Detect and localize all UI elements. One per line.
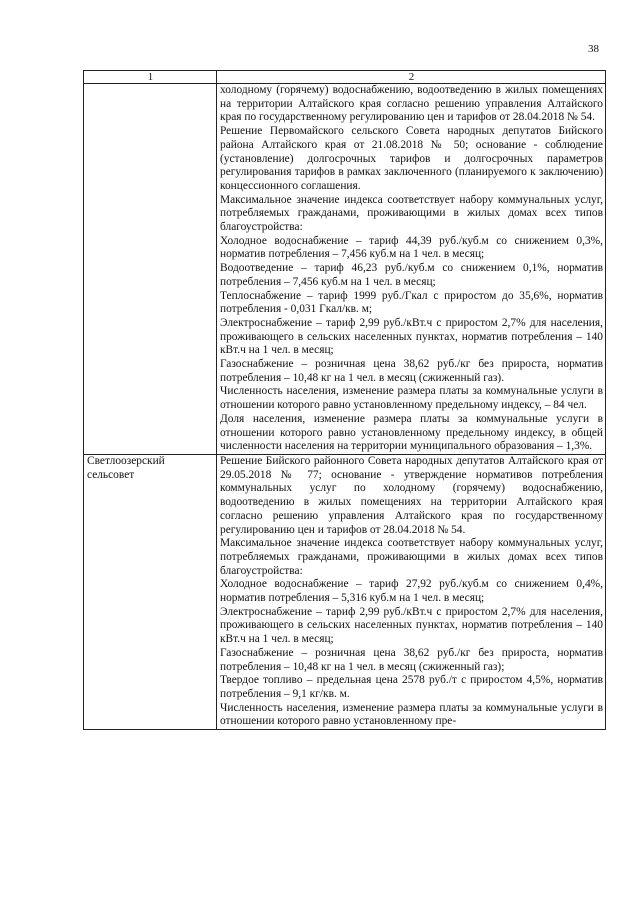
- description-cell: [217, 454, 606, 729]
- paragraph: Электроснабжение – тариф 2,99 руб./кВт.ч с приростом 2,7% для населения, проживающего в сельских населенных пунктах, норматив потребления – 140 кВт.ч на 1 чел. в месяц;: [220, 605, 603, 646]
- paragraph: Решение Первомайского сельского Совета народных депутатов Бийского района Алтайского края от 21.08.2018 № 50; основание - соблюдение (установление) долгосрочных тарифов и долгосрочных параметров регулирования тарифов в рамках заключенного (планируемого к заключению) концессионного соглашения.: [220, 125, 603, 192]
- table-row: [84, 84, 606, 455]
- paragraph: Водоотведение – тариф 46,23 руб./куб.м со снижением 0,1%, норматив потребления – 7,456 куб.м на 1 чел. в месяц;: [220, 262, 603, 288]
- paragraph: Твердое топливо – предельная цена 2578 руб./т с приростом 4,5%, норматив потребления – 9,1 кг/кв. м.: [220, 674, 603, 700]
- region-cell: [84, 84, 217, 455]
- region-name: Светлоозерский сельсовет: [87, 454, 165, 481]
- paragraph: Газоснабжение – розничная цена 38,62 руб./кг без прироста, норматив потребления – 10,48 кг на 1 чел. в месяц (сжиженный газ);: [220, 646, 603, 673]
- paragraph: Максимальное значение индекса соответствует набору коммунальных услуг, потребляемых гражданами, проживающими в жилых домах всех типов благоустройства:: [220, 537, 603, 577]
- paragraph: Численность населения, изменение размера платы за коммунальные услуги в отношении которого равно установленному предельному индексу, – 84 чел.: [220, 385, 603, 412]
- paragraph: Теплоснабжение – тариф 1999 руб./Гкал с приростом до 35,6%, норматив потребления - 0,031 Гкал/кв. м;: [220, 289, 603, 316]
- column-header: 2: [217, 71, 606, 84]
- region-cell: [84, 454, 217, 729]
- paragraph: холодному (горячему) водоснабжению, водоотведению в жилых помещениях на территории Алтайского края согласно решению управления Алтайского края по государственному регулированию цен и тарифов от 28.04.2018 № 54.: [220, 84, 603, 124]
- table-header-row: [84, 71, 606, 84]
- page-number: 38: [588, 43, 599, 55]
- description-cell: [217, 84, 606, 455]
- paragraph: Газоснабжение – розничная цена 38,62 руб./кг без прироста, норматив потребления – 10,48 кг на 1 чел. в месяц (сжиженный газ).: [220, 358, 603, 384]
- paragraph: Решение Бийского районного Совета народных депутатов Алтайского края от 29.05.2018 № 77; основание - утверждение нормативов потребления коммунальных услуг по холодному (горячему) водоснабжению, водоотведению в жилых помещениях на территории Алтайского края согласно решению управления Алтайского края по государственному регулированию цен и тарифов от 28.04.2018 № 54.: [220, 454, 603, 536]
- column-header: 1: [84, 71, 217, 84]
- paragraph: Холодное водоснабжение – тариф 44,39 руб./куб.м со снижением 0,3%, норматив потребления – 7,456 куб.м на 1 чел. в месяц;: [220, 234, 603, 261]
- paragraph: Холодное водоснабжение – тариф 27,92 руб./куб.м со снижением 0,4%, норматив потребления – 5,316 куб.м на 1 чел. в месяц;: [220, 578, 603, 605]
- table-row: [84, 454, 606, 729]
- paragraph: Электроснабжение – тариф 2,99 руб./кВт.ч с приростом 2,7% для населения, проживающего в сельских населенных пунктах, норматив потребления – 140 кВт.ч на 1 чел. в месяц;: [220, 316, 603, 357]
- paragraph: Численность населения, изменение размера платы за коммунальные услуги в отношении которого равно установленному пре-: [220, 701, 603, 728]
- paragraph: Доля населения, изменение размера платы за коммунальные услуги в отношении которого равно установленному предельному индексу, в общей численности населения на территории муниципального образования – 1,3%.: [220, 412, 603, 453]
- paragraph: Максимальное значение индекса соответствует набору коммунальных услуг, потребляемых гражданами, проживающими в жилых домах всех типов благоустройства:: [220, 193, 603, 234]
- tariff-table: [83, 70, 606, 730]
